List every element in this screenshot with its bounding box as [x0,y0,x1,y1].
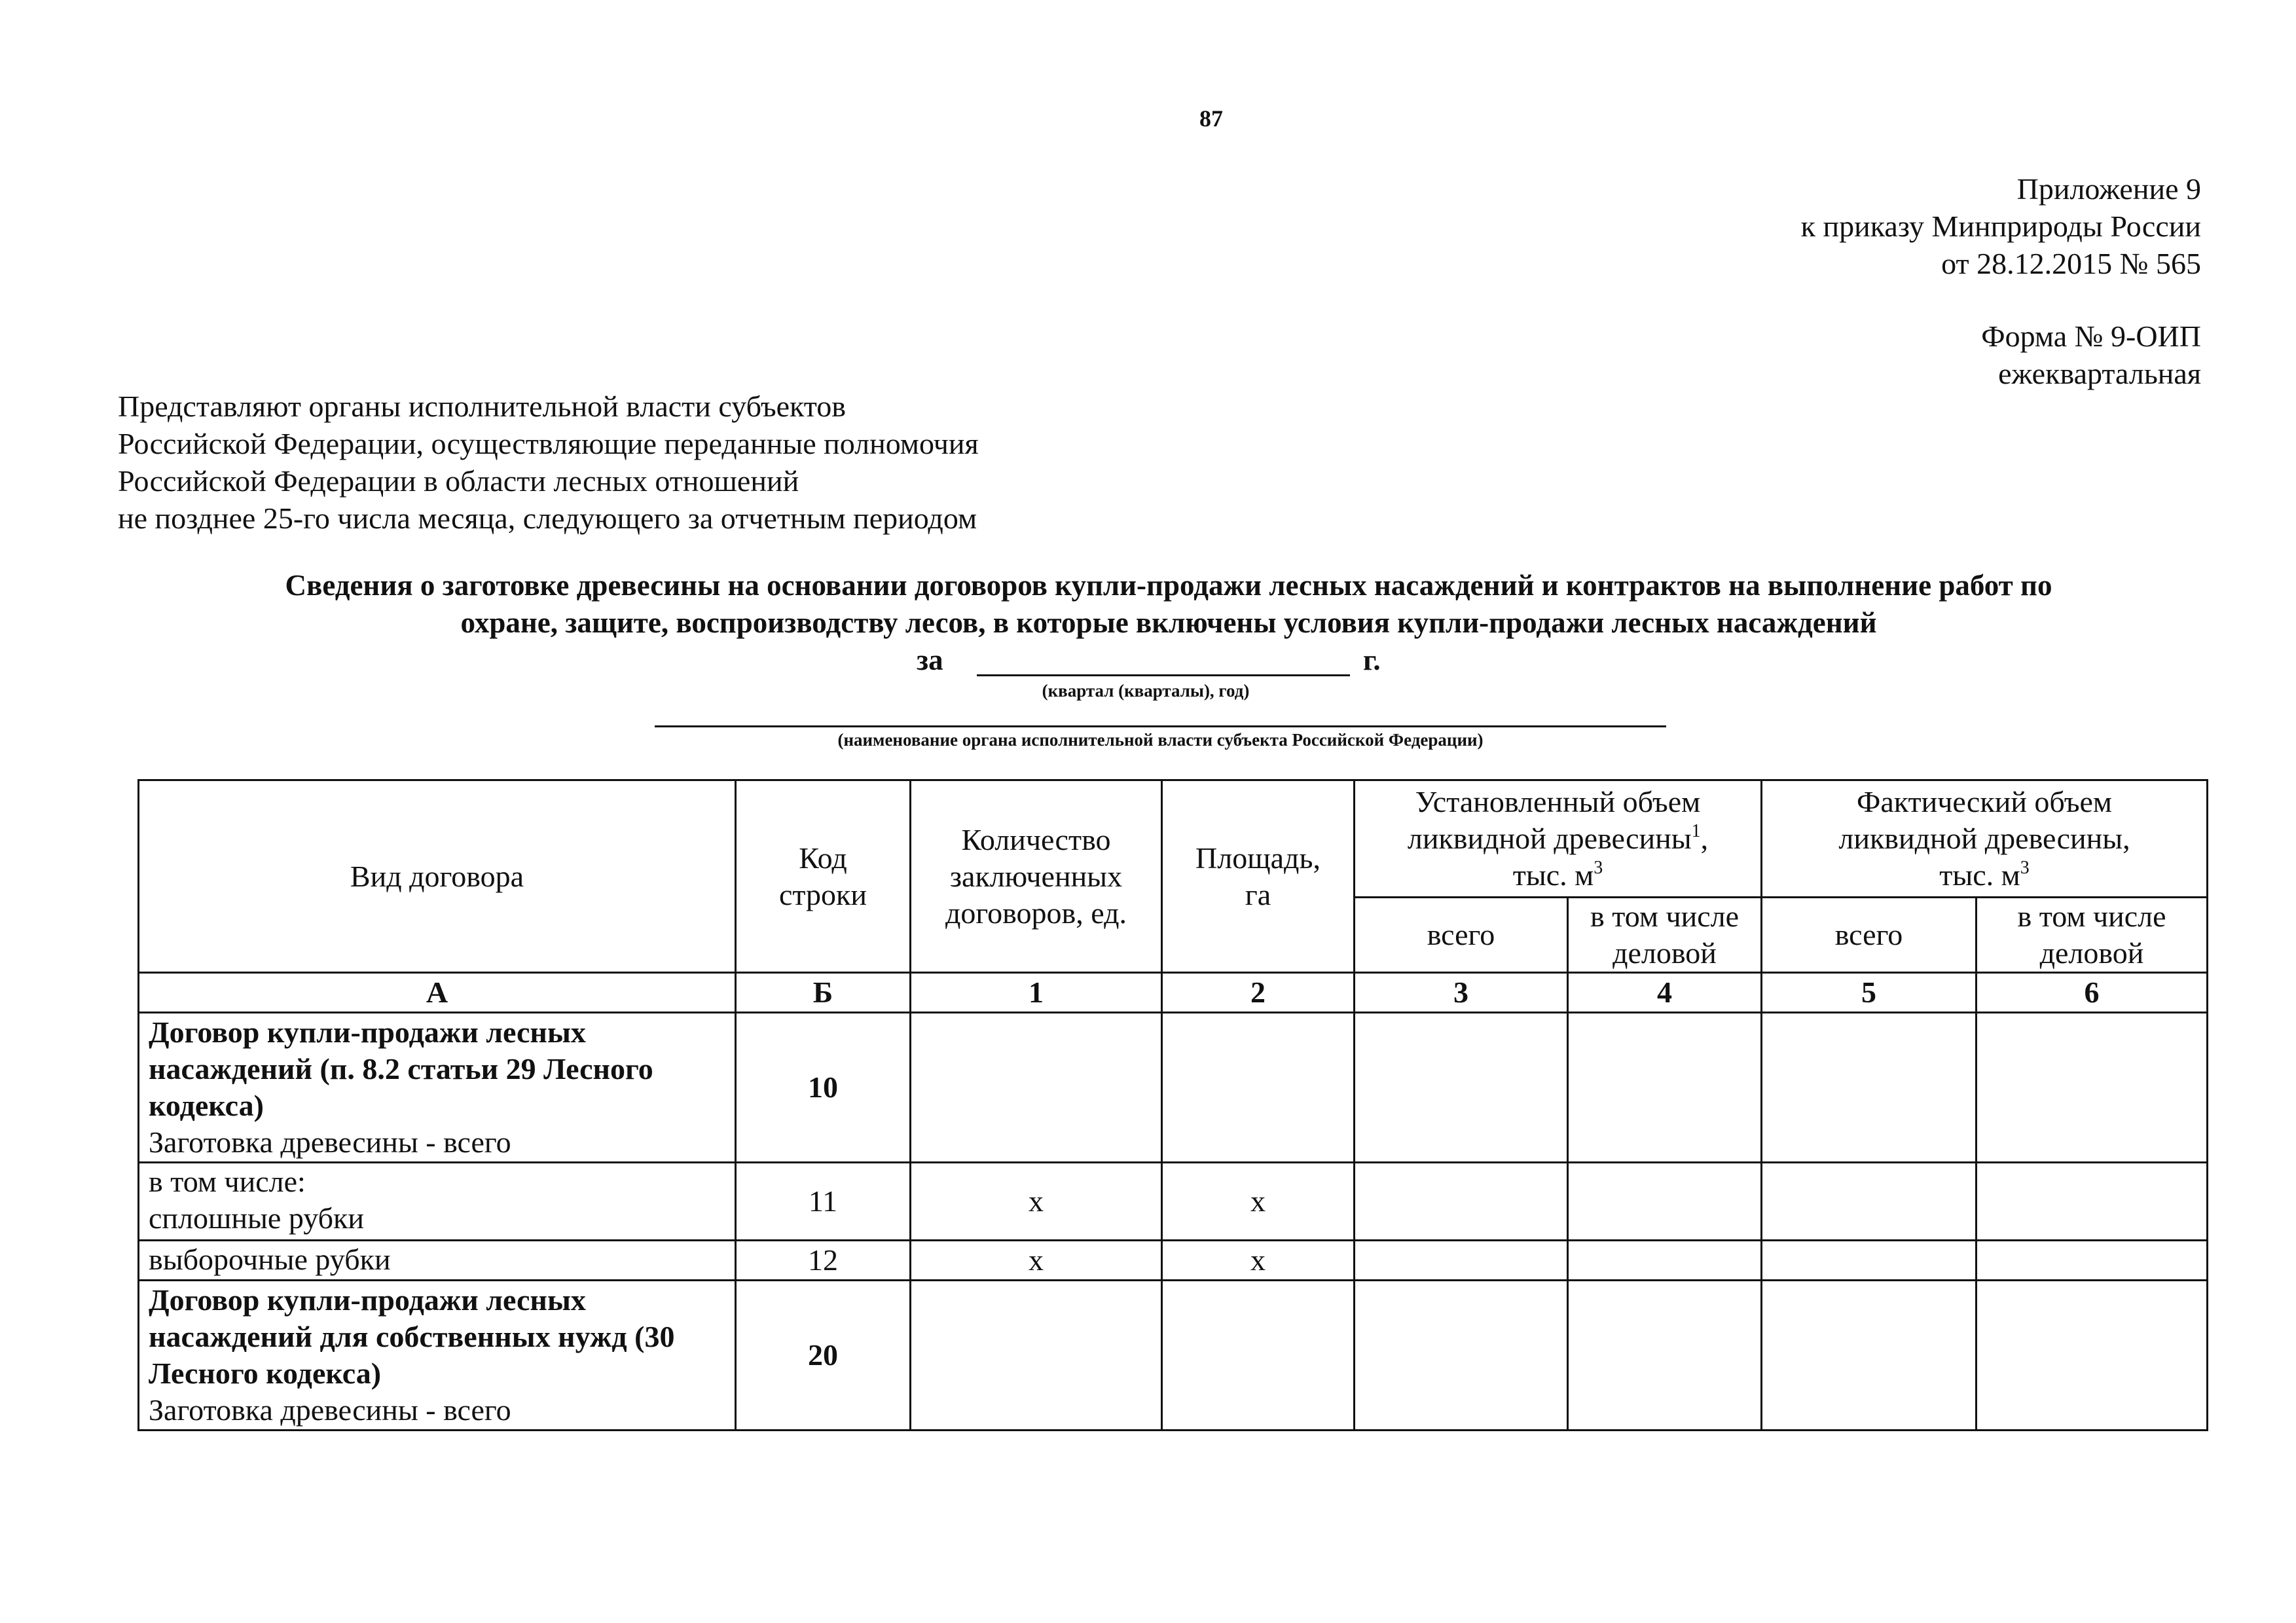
column-index: 1 [911,973,1162,1013]
subheader-business [1568,898,1762,973]
row-label-bold: Договор купли-продажи лесных насаждений (п. 8.2 статьи 29 Лесного кодекса) [149,1015,653,1122]
header-text: ликвидной древесины$^1$, [1407,821,1709,855]
header-text: деловой [2039,936,2144,970]
header-contract-count [911,780,1162,973]
header-text: заключенных [949,859,1123,893]
unit-superscript: 3 [2020,858,2030,878]
cell-actual-total[interactable] [1762,1163,1977,1241]
header-text: Фактический объем [1857,785,2113,818]
period-prefix: за [917,644,943,676]
header-contract-type: Вид договора [139,780,736,973]
column-index: 2 [1162,973,1355,1013]
cell-contract-count[interactable] [911,1281,1162,1431]
cell-contract-count[interactable] [911,1013,1162,1163]
period-caption: (квартал (кварталы), год) [1042,681,1250,701]
header-text: строки [778,877,867,911]
form-frequency: ежеквартальная [1998,357,2201,390]
appendix-line: к приказу Минприроды России [1800,210,2201,243]
row-code: 10 [736,1013,911,1163]
form-number: Форма № 9-ОИП [1981,319,2201,353]
cell-established-total[interactable] [1355,1013,1568,1163]
cell-actual-business[interactable] [1977,1163,2208,1241]
subheader-total: всего [1355,898,1568,973]
header-text: Установленный объем [1415,785,1701,818]
header-text: тыс. $м^3$ [1939,858,2030,892]
row-label [139,1163,736,1241]
header-row [139,780,2208,898]
column-index: 6 [1977,973,2208,1013]
row-label-plain: сплошные рубки [149,1201,365,1235]
header-text: Количество [961,822,1111,856]
row-label-plain: Заготовка древесины - всего [149,1393,511,1427]
cell-area[interactable] [1162,1013,1355,1163]
cell-area[interactable] [1162,1281,1355,1431]
appendix-line: от 28.12.2015 № 565 [1941,247,2201,280]
title-line: Сведения о заготовке древесины на основании договоров купли-продажи лесных насаждений и контрактов на выполнение работ по [285,569,2052,602]
table-row [139,1241,2208,1281]
org-name-caption: (наименование органа исполнительной власти субъекта Российской Федерации) [837,730,1484,750]
cell-actual-business[interactable] [1977,1013,2208,1163]
column-index: Б [736,973,911,1013]
cell-established-total[interactable] [1355,1281,1568,1431]
header-text: договоров, ед. [945,896,1127,930]
cell-actual-business[interactable] [1977,1241,2208,1281]
row-code: 12 [736,1241,911,1281]
header-text: ликвидной древесины, [1838,822,2130,855]
header-text: Площадь, [1195,841,1321,875]
page-number: 87 [1199,105,1223,132]
unit-superscript: 3 [1594,858,1603,878]
cell-area: х [1162,1163,1355,1241]
title-line: охране, защите, воспроизводству лесов, в которые включены условия купли-продажи лесных насаждений [460,606,1877,639]
header-text: Код [799,841,847,875]
table-row [139,1013,2208,1163]
submitters-note [118,388,979,537]
appendix-line: Приложение 9 [2016,172,2201,206]
header-row-code [736,780,911,973]
header-area [1162,780,1355,973]
header-established-volume [1355,780,1762,898]
footnote-marker: 1 [1691,821,1701,841]
row-label [139,1281,736,1431]
submitters-line: Российской Федерации в области лесных отношений [118,464,799,498]
reporting-period [917,643,1414,682]
column-index: А [139,973,736,1013]
header-actual-volume [1762,780,2208,898]
header-text: деловой [1613,936,1717,970]
column-index: 5 [1762,973,1977,1013]
cell-established-business[interactable] [1568,1163,1762,1241]
row-label-plain: Заготовка древесины - всего [149,1125,511,1159]
subheader-total: всего [1762,898,1977,973]
row-label-plain: в том числе: [149,1165,306,1198]
org-name-blank-field[interactable] [655,725,1666,727]
cell-actual-business[interactable] [1977,1281,2208,1431]
cell-actual-total[interactable] [1762,1241,1977,1281]
cell-contract-count: х [911,1163,1162,1241]
table-row [139,1281,2208,1431]
row-label-bold: Договор купли-продажи лесных насаждений для собственных нужд (30 Лесного кодекса) [149,1283,675,1390]
submitters-line: не позднее 25-го числа месяца, следующего за отчетным периодом [118,501,977,535]
row-code: 20 [736,1281,911,1431]
submitters-line: Представляют органы исполнительной власти субъектов [118,390,846,423]
subheader-business [1977,898,2208,973]
column-index: 4 [1568,973,1762,1013]
cell-area: х [1162,1241,1355,1281]
cell-established-business[interactable] [1568,1241,1762,1281]
row-code: 11 [736,1163,911,1241]
appendix-reference [1801,170,2201,282]
row-label: выборочные рубки [139,1241,736,1281]
header-text: в том числе [2017,900,2166,933]
cell-actual-total[interactable] [1762,1013,1977,1163]
period-suffix: г. [1363,644,1381,676]
column-index-row [139,973,2208,1013]
row-label [139,1013,736,1163]
submitters-line: Российской Федерации, осуществляющие переданные полномочия [118,427,979,460]
cell-established-business[interactable] [1568,1013,1762,1163]
document-title [151,567,2187,642]
table-row [139,1163,2208,1241]
column-index: 3 [1355,973,1568,1013]
header-text: тыс. $м^3$ [1512,858,1603,892]
cell-contract-count: х [911,1241,1162,1281]
form-designation [1981,318,2201,392]
cell-established-total[interactable] [1355,1241,1568,1281]
report-table [137,779,2208,1431]
cell-actual-total[interactable] [1762,1281,1977,1431]
header-text: га [1245,877,1271,911]
header-text: в том числе [1590,900,1739,933]
cell-established-total[interactable] [1355,1163,1568,1241]
cell-established-business[interactable] [1568,1281,1762,1431]
period-blank-field[interactable] [977,674,1350,676]
